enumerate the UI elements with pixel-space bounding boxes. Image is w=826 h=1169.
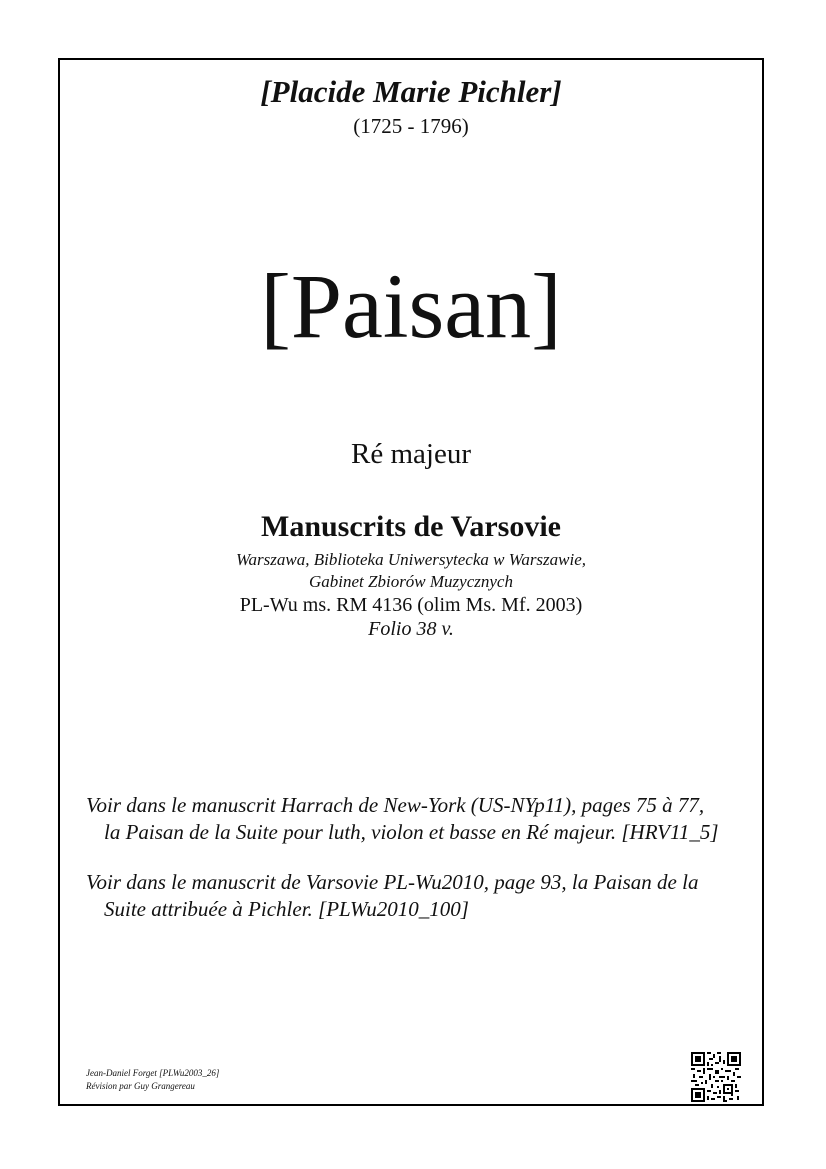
qr-code-icon (691, 1052, 741, 1102)
note-line: la Paisan de la Suite pour luth, violon et basse en Ré majeur. [HRV11_5] (104, 820, 719, 844)
composer-dates: (1725 - 1796) (353, 114, 469, 138)
revision-credit: Révision par Guy Grangereau (86, 1081, 195, 1091)
composer-name: [Placide Marie Pichler] (260, 74, 562, 109)
piece-title: [Paisan] (260, 255, 562, 357)
piece-key: Ré majeur (351, 438, 471, 470)
note-line: Suite attribuée à Pichler. [PLWu2010_100] (104, 897, 469, 921)
folio: Folio 38 v. (368, 618, 454, 640)
note-line: Voir dans le manuscrit de Varsovie PL-Wu2010, page 93, la Paisan de la (86, 870, 699, 894)
note-harrach (86, 792, 762, 846)
note-line: Voir dans le manuscrit Harrach de New-York (US-NYp11), pages 75 à 77, (86, 793, 705, 817)
note-varsovie (86, 869, 762, 923)
shelfmark: PL-Wu ms. RM 4136 (olim Ms. Mf. 2003) (239, 594, 583, 616)
library-line-2: Gabinet Zbiorów Muzycznych (309, 572, 513, 591)
source-name: Manuscrits de Varsovie (261, 510, 561, 543)
library-line-1: Warszawa, Biblioteka Uniwersytecka w Warszawie, (235, 550, 587, 569)
editor-credit: Jean-Daniel Forget [PLWu2003_26] (86, 1068, 220, 1078)
